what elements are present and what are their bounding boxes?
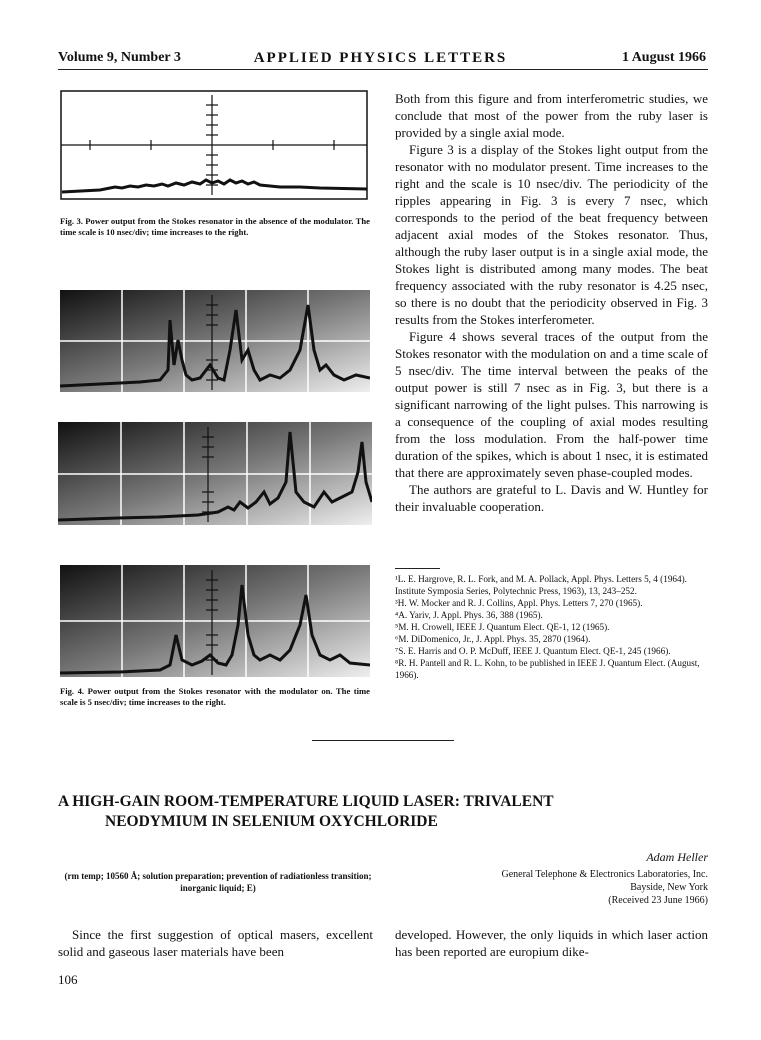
reference-item: ⁶M. DiDomenico, Jr., J. Appl. Phys. 35, 2870 (1964). bbox=[395, 634, 591, 644]
right-column-text bbox=[395, 90, 708, 515]
reference-item: ¹L. E. Hargrove, R. L. Fork, and M. A. Pollack, Appl. Phys. Letters 5, 4 (1964). bbox=[395, 574, 687, 584]
article-keywords: (rm temp; 10560 Å; solution preparation; prevention of radiationless transition; inorganic liquid; E) bbox=[64, 871, 372, 893]
header-journal-title: APPLIED PHYSICS LETTERS bbox=[253, 50, 508, 66]
header-date: 1 August 1966 bbox=[621, 50, 706, 65]
fig3-oscilloscope-trace bbox=[60, 90, 368, 200]
fig4-caption: Fig. 4. Power output from the Stokes resonator with the modulator on. The time scale is 5 nsec/div; time increases to the right. bbox=[60, 686, 370, 707]
header-rule bbox=[58, 69, 708, 70]
references-list bbox=[395, 573, 708, 681]
reference-item: ⁷S. E. Harris and O. P. McDuff, IEEE J. Quantum Elect. QE-1, 245 (1966). bbox=[395, 646, 671, 656]
paragraph-3: Figure 4 shows several traces of the output from the Stokes resonator with the modulation on and a time scale of 5 nsec/div. The time interval between the peaks of the output power is still 7 nsec as in Fig. 3, but there is a significant narrowing of the light pulses. This narrowing is a consequence of the coupling of axial modes resulting from the loss modulation. From the half-power time duration of the spikes, which is about 1 nsec, it is estimated that there are approximately seven phase-coupled modes. bbox=[395, 329, 708, 480]
affiliation-line-1: General Telephone & Electronics Laboratories, Inc. bbox=[501, 869, 708, 880]
reference-item: ³H. W. Mocker and R. J. Collins, Appl. Phys. Letters 7, 270 (1965). bbox=[395, 598, 643, 608]
received-date: (Received 23 June 1966) bbox=[608, 895, 708, 906]
reference-item: ⁸R. H. Pantell and R. L. Kohn, to be published in IEEE J. Quantum Elect. (August, 1966). bbox=[395, 658, 700, 680]
paragraph-2: Figure 3 is a display of the Stokes light output from the resonator with no modulator present. Time increases to the right and the scale is 10 nsec/div. The periodicity of the ripples appearing in Fig. 3 is every 7 nsec, which corresponds to the period of the beat frequency between adjacent axial modes of the Stokes resonator. Thus, although the ruby laser output is in a single axial mode, the Stokes light is distributed among many modes. The beat frequency associated with the ruby resonator is 4.25 nsec, so there is no doubt that the periodicity observed in Fig. 3 results from the Stokes interferometer. bbox=[395, 142, 708, 327]
fig3-caption: Fig. 3. Power output from the Stokes resonator in the absence of the modulator. The time scale is 10 nsec/div; time increases to the right. bbox=[60, 216, 370, 237]
article-author: Adam Heller bbox=[646, 850, 708, 864]
fig4-trace-3 bbox=[60, 565, 370, 677]
reference-item: ⁴A. Yariv, J. Appl. Phys. 36, 388 (1965). bbox=[395, 610, 543, 620]
reference-item: ⁵M. H. Crowell, IEEE J. Quantum Elect. QE-1, 12 (1965). bbox=[395, 622, 610, 632]
article-body-left: Since the first suggestion of optical masers, excellent solid and gaseous laser materials have been bbox=[58, 927, 373, 959]
fig4-trace-1 bbox=[60, 290, 370, 392]
affiliation-line-2: Bayside, New York bbox=[630, 882, 708, 893]
article-body-right: developed. However, the only liquids in which laser action has been reported are europium dike- bbox=[395, 927, 708, 959]
page-number: 106 bbox=[58, 972, 78, 987]
article-title-line-1: A HIGH-GAIN ROOM-TEMPERATURE LIQUID LASER: TRIVALENT bbox=[58, 793, 554, 810]
header-volume: Volume 9, Number 3 bbox=[58, 50, 181, 65]
article-title-line-2: NEODYMIUM IN SELENIUM OXYCHLORIDE bbox=[105, 813, 438, 830]
paragraph-1: Both from this figure and from interferometric studies, we conclude that most of the power from the ruby laser is provided by a single axial mode. bbox=[395, 91, 708, 140]
paragraph-4: The authors are grateful to L. Davis and W. Huntley for their invaluable cooperation. bbox=[395, 482, 708, 514]
footnote-rule bbox=[395, 568, 440, 569]
section-divider bbox=[312, 740, 454, 741]
fig4-trace-2 bbox=[58, 422, 372, 525]
reference-item: Institute Symposia Series, Polytechnic Press, 1963), 13, 243–252. bbox=[395, 586, 637, 596]
